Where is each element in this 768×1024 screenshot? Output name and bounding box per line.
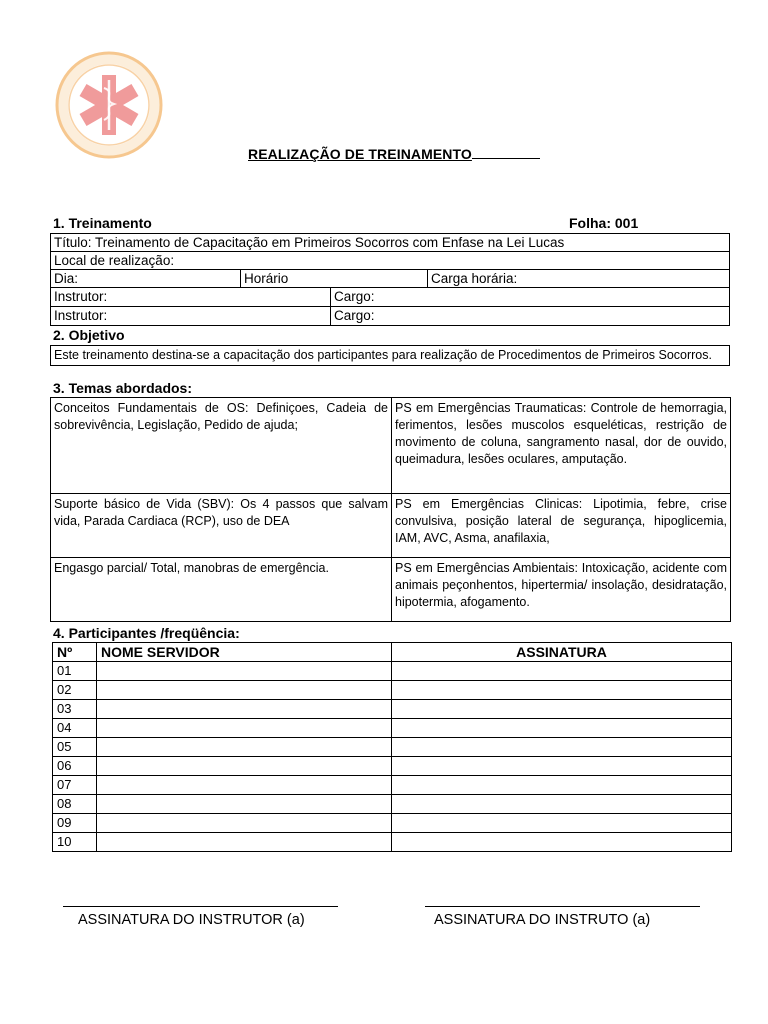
folha-number: Folha: 001: [569, 215, 639, 231]
row-number: 04: [53, 719, 97, 738]
row-number: 03: [53, 700, 97, 719]
participant-name-cell[interactable]: [97, 833, 392, 852]
instructor-signature-left: ASSINATURA DO INSTRUTOR (a): [78, 912, 305, 928]
participant-signature-cell[interactable]: [392, 719, 732, 738]
time-field[interactable]: Horário: [241, 270, 428, 287]
col-signature-header: ASSINATURA: [392, 643, 732, 662]
table-row: [53, 776, 732, 795]
section-1-heading: 1. Treinamento: [53, 215, 152, 231]
topic-cell: PS em Emergências Ambientais: Intoxicação, acidente com animais peçonhentos, hipertermia/ insolação, desidratação, hipotermia, afogamento.: [392, 558, 731, 622]
star-of-life-icon: [54, 50, 164, 160]
instructor-2-field[interactable]: Instrutor:: [51, 307, 331, 325]
participant-name-cell[interactable]: [97, 814, 392, 833]
row-number: 02: [53, 681, 97, 700]
row-number: 01: [53, 662, 97, 681]
participant-name-cell[interactable]: [97, 681, 392, 700]
section-3-heading: 3. Temas abordados:: [53, 380, 193, 396]
topic-cell: PS em Emergências Traumaticas: Controle de hemorragia, ferimentos, lesões muscolos esqueléticas, restrição de movimento de coluna, sangramento nasal, dor de ouvido, queimadura, lesões oculares, amputação.: [392, 398, 731, 494]
participant-signature-cell[interactable]: [392, 681, 732, 700]
participant-name-cell[interactable]: [97, 719, 392, 738]
table-row: [53, 662, 732, 681]
participants-table: [52, 642, 732, 852]
samu-logo: [54, 50, 164, 160]
section-4-heading: 4. Participantes /freqüência:: [53, 625, 240, 641]
location-field[interactable]: Local de realização:: [51, 252, 730, 270]
participant-name-cell[interactable]: [97, 757, 392, 776]
participant-name-cell[interactable]: [97, 795, 392, 814]
topic-cell: Conceitos Fundamentais de OS: Definiçoes, Cadeia de sobrevivência, Legislação, Pedido de ajuda;: [51, 398, 392, 494]
participant-signature-cell[interactable]: [392, 776, 732, 795]
workload-field[interactable]: Carga horária:: [431, 271, 518, 286]
table-row: [53, 795, 732, 814]
participant-signature-cell[interactable]: [392, 814, 732, 833]
row-number: 08: [53, 795, 97, 814]
table-row: [53, 700, 732, 719]
objective-table: [50, 345, 730, 366]
col-name-header: NOME SERVIDOR: [97, 643, 392, 662]
row-number: 07: [53, 776, 97, 795]
topics-table: [50, 397, 731, 622]
section-2-heading: 2. Objetivo: [53, 327, 125, 343]
participant-signature-cell[interactable]: [392, 833, 732, 852]
participant-signature-cell[interactable]: [392, 662, 732, 681]
participant-signature-cell[interactable]: [392, 757, 732, 776]
col-number-header: Nº: [53, 643, 97, 662]
table-row: [53, 681, 732, 700]
cargo-1-field[interactable]: Cargo:: [334, 289, 375, 304]
table-row: [53, 833, 732, 852]
row-number: 05: [53, 738, 97, 757]
row-number: 09: [53, 814, 97, 833]
participant-name-cell[interactable]: [97, 738, 392, 757]
instructor-row-2: [51, 307, 730, 326]
participant-signature-cell[interactable]: [392, 700, 732, 719]
training-info-table: [50, 233, 730, 326]
cargo-2-field[interactable]: Cargo:: [334, 308, 375, 323]
instructor-signature-right: ASSINATURA DO INSTRUTO (a): [434, 912, 651, 928]
schedule-row: [51, 270, 730, 288]
document-title: REALIZAÇÃO DE TREINAMENTO: [248, 146, 540, 162]
training-title-field[interactable]: Título: Treinamento de Capacitação em Primeiros Socorros com Enfase na Lei Lucas: [51, 234, 730, 252]
table-row: [53, 738, 732, 757]
participant-signature-cell[interactable]: [392, 795, 732, 814]
topic-cell: Suporte básico de Vida (SBV): Os 4 passos que salvam vida, Parada Cardiaca (RCP), uso de DEA: [51, 494, 392, 558]
instructor-row-1: [51, 288, 730, 307]
instructor-1-field[interactable]: Instrutor:: [51, 288, 331, 306]
table-row: [53, 757, 732, 776]
table-row: [53, 814, 732, 833]
objective-text: Este treinamento destina-se a capacitação dos participantes para realização de Procedimentos de Primeiros Socorros.: [51, 346, 730, 366]
participant-name-cell[interactable]: [97, 776, 392, 795]
participant-name-cell[interactable]: [97, 662, 392, 681]
signature-line-left: [63, 906, 338, 907]
row-number: 06: [53, 757, 97, 776]
row-number: 10: [53, 833, 97, 852]
day-field[interactable]: Dia:: [51, 270, 241, 287]
topic-cell: PS em Emergências Clinicas: Lipotimia, febre, crise convulsiva, posição lateral de segurança, hipoglicemia, IAM, AVC, Asma, anafilaxia,: [392, 494, 731, 558]
signature-line-right: [425, 906, 700, 907]
topic-cell: Engasgo parcial/ Total, manobras de emergência.: [51, 558, 392, 622]
table-row: [53, 719, 732, 738]
participant-name-cell[interactable]: [97, 700, 392, 719]
participant-signature-cell[interactable]: [392, 738, 732, 757]
